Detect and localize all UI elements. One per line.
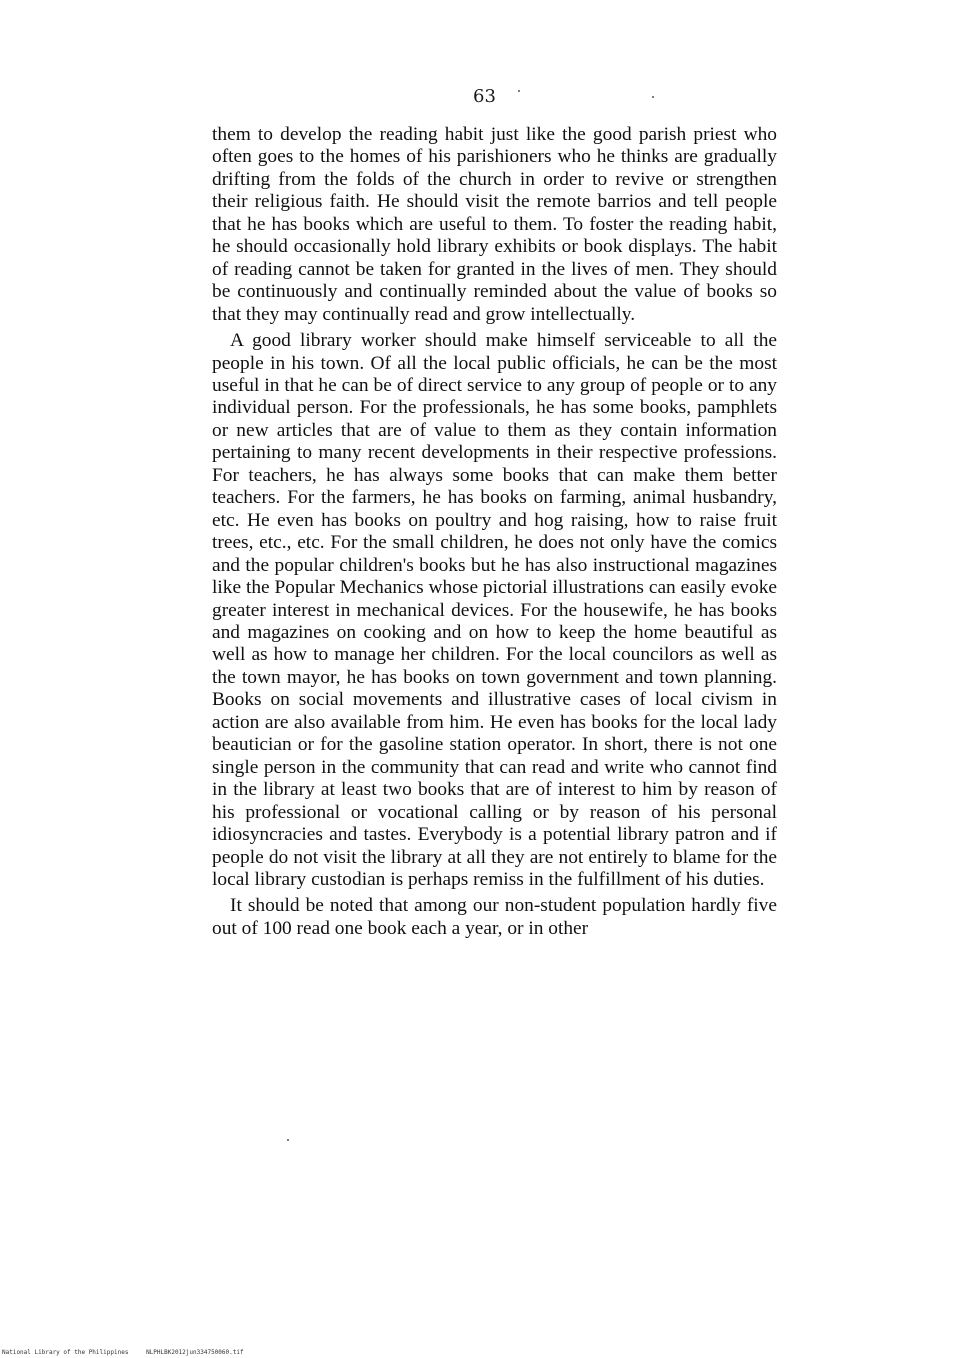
paragraph: them to develop the reading habit just like the good parish priest who often goes to the homes of his parishioners who he thinks are gradually drifting from the folds of the church in order to revive or strengthen their religious faith. He should visit the remote barrios and tell people that he has books which are useful to them. To foster the reading habit, he should occasionally hold library exhibits or book displays. The habit of reading cannot be taken for granted in the lives of men. They should be continuously and continually reminded about the value of books so that they may continually read and grow intellectually. bbox=[212, 124, 777, 325]
footer-identifier: NLPHLBK2012jun334750060.tif bbox=[146, 1349, 244, 1356]
scan-footer bbox=[2, 1349, 258, 1356]
body-text bbox=[212, 124, 777, 944]
paragraph: A good library worker should make himself serviceable to all the people in his town. Of all the local public officials, he can be the most useful in that he can be of direct service to any group of people or to any individual person. For the professionals, he has some books, pamphlets or new articles that are of value to them as they contain information pertaining to many recent developments in their respective professions. For teachers, he has always some books that can make them better teachers. For the farmers, he has books on farming, animal husbandry, etc. He even has books on poultry and hog raising, how to raise fruit trees, etc., etc. For the small children, he does not only have the comics and the popular children's books but he has also instructional magazines like the Popular Mechanics whose pictorial illustrations can easily evoke greater interest in mechanical devices. For the housewife, he has books and magazines on cooking and on how to keep the home beautiful as well as how to manage her children. For the local councilors as well as the town mayor, he has books on town government and town planning. Books on social movements and illustrative cases of local civism in action are also available from him. He even has books for the local lady beautician or for the gasoline station operator. In short, there is not one single person in the community that can read and write who cannot find in the library at least two books that are of interest to him by reason of his professional or vocational calling or by reason of his personal idiosyncracies and tastes. Everybody is a potential library patron and if people do not visit the library at all they are not entirely to blame for the local library custodian is perhaps remiss in the fulfillment of his duties. bbox=[212, 330, 777, 890]
scan-speck bbox=[652, 96, 654, 98]
footer-source: National Library of the Philippines bbox=[2, 1349, 129, 1356]
paragraph: It should be noted that among our non-student population hardly five out of 100 read one book each a year, or in other bbox=[212, 895, 777, 939]
scan-speck bbox=[518, 90, 520, 92]
page-number: 63 bbox=[473, 86, 496, 107]
scan-speck bbox=[287, 1139, 289, 1141]
